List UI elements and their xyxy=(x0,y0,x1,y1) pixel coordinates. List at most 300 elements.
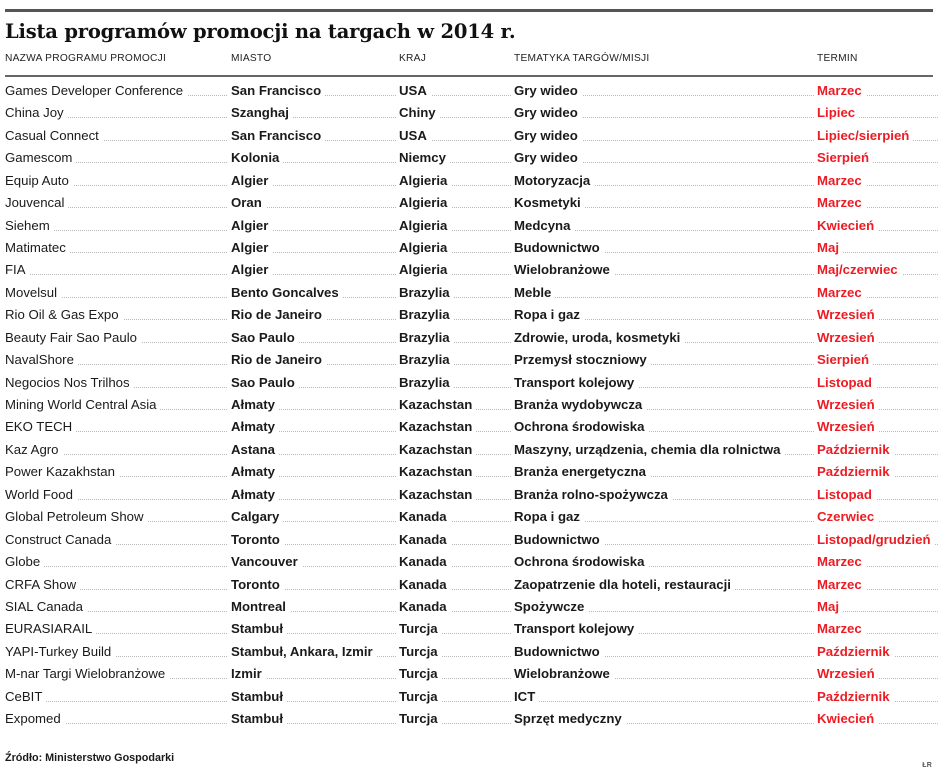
cell-city-text: Oran xyxy=(231,195,266,210)
cell-topic-text: Ropa i gaz xyxy=(514,509,584,524)
cell-name-text: YAPI-Turkey Build xyxy=(5,644,115,659)
cell-name-text: EKO TECH xyxy=(5,419,76,434)
cell-city xyxy=(231,194,396,211)
cell-term xyxy=(817,688,938,705)
cell-country-text: USA xyxy=(399,128,431,143)
cell-name-text: Beauty Fair Sao Paulo xyxy=(5,330,141,345)
cell-term-text: Lipiec/sierpień xyxy=(817,128,913,143)
leader-dots xyxy=(5,274,227,275)
cell-topic xyxy=(514,688,814,705)
cell-term-text: Wrzesień xyxy=(817,666,879,681)
cell-topic xyxy=(514,194,814,211)
cell-topic xyxy=(514,441,814,458)
cell-term-text: Marzec xyxy=(817,195,866,210)
cell-country-text: Algieria xyxy=(399,173,451,188)
cell-country xyxy=(399,374,511,391)
cell-term xyxy=(817,710,938,727)
cell-term xyxy=(817,194,938,211)
cell-city-text: Ałmaty xyxy=(231,397,279,412)
cell-topic xyxy=(514,418,814,435)
cell-country xyxy=(399,239,511,256)
cell-city-text: Kolonia xyxy=(231,150,283,165)
cell-city xyxy=(231,329,396,346)
cell-topic-text: Ochrona środowiska xyxy=(514,554,648,569)
cell-city xyxy=(231,82,396,99)
cell-topic xyxy=(514,710,814,727)
cell-topic-text: Maszyny, urządzenia, chemia dla rolnictwa xyxy=(514,442,785,457)
cell-term-text: Kwiecień xyxy=(817,218,878,233)
cell-city-text: Calgary xyxy=(231,509,283,524)
cell-term-text: Październik xyxy=(817,689,894,704)
cell-city xyxy=(231,665,396,682)
cell-city xyxy=(231,620,396,637)
cell-city xyxy=(231,486,396,503)
leader-dots xyxy=(514,701,814,702)
cell-city xyxy=(231,239,396,256)
cell-name xyxy=(5,576,227,593)
cell-topic-text: Sprzęt medyczny xyxy=(514,711,626,726)
table-row xyxy=(5,239,933,261)
cell-topic xyxy=(514,598,814,615)
cell-city xyxy=(231,149,396,166)
cell-term-text: Marzec xyxy=(817,577,866,592)
table-row xyxy=(5,127,933,149)
cell-country xyxy=(399,82,511,99)
cell-name xyxy=(5,172,227,189)
table-row xyxy=(5,486,933,508)
cell-topic xyxy=(514,486,814,503)
cell-city-text: Stambuł xyxy=(231,711,287,726)
table-row xyxy=(5,284,933,306)
cell-name-text: Siehem xyxy=(5,218,54,233)
cell-term xyxy=(817,149,938,166)
cell-term-text: Maj xyxy=(817,240,843,255)
cell-topic xyxy=(514,306,814,323)
cell-city xyxy=(231,508,396,525)
cell-city xyxy=(231,306,396,323)
cell-country-text: Algieria xyxy=(399,195,451,210)
cell-name xyxy=(5,486,227,503)
table-row xyxy=(5,329,933,351)
cell-name xyxy=(5,329,227,346)
cell-country xyxy=(399,104,511,121)
cell-country-text: Algieria xyxy=(399,240,451,255)
cell-term-text: Wrzesień xyxy=(817,419,879,434)
cell-topic xyxy=(514,261,814,278)
cell-term-text: Wrzesień xyxy=(817,397,879,412)
cell-term xyxy=(817,239,938,256)
cell-country-text: Algieria xyxy=(399,262,451,277)
cell-topic-text: Przemysł stoczniowy xyxy=(514,352,651,367)
cell-name xyxy=(5,261,227,278)
cell-city xyxy=(231,172,396,189)
cell-term-text: Październik xyxy=(817,644,894,659)
cell-country xyxy=(399,172,511,189)
cell-name xyxy=(5,104,227,121)
column-header-topic: TEMATYKA TARGÓW/MISJI xyxy=(514,53,650,65)
cell-country-text: Kazachstan xyxy=(399,442,476,457)
cell-topic-text: Zdrowie, uroda, kosmetyki xyxy=(514,330,684,345)
table-row xyxy=(5,576,933,598)
cell-city-text: Toronto xyxy=(231,532,284,547)
cell-country-text: USA xyxy=(399,83,431,98)
cell-topic-text: Ochrona środowiska xyxy=(514,419,648,434)
cell-name xyxy=(5,643,227,660)
cell-name xyxy=(5,665,227,682)
cell-topic xyxy=(514,82,814,99)
column-header-city: MIASTO xyxy=(231,53,272,65)
cell-term-text: Marzec xyxy=(817,554,866,569)
cell-name-text: Kaz Agro xyxy=(5,442,63,457)
cell-city xyxy=(231,710,396,727)
cell-country-text: Kanada xyxy=(399,532,451,547)
table-row xyxy=(5,688,933,710)
cell-term xyxy=(817,643,938,660)
cell-name xyxy=(5,710,227,727)
cell-country xyxy=(399,486,511,503)
cell-topic xyxy=(514,127,814,144)
cell-country xyxy=(399,351,511,368)
cell-country-text: Brazylia xyxy=(399,330,454,345)
cell-city-text: Algier xyxy=(231,240,272,255)
cell-topic xyxy=(514,374,814,391)
cell-term xyxy=(817,284,938,301)
cell-country-text: Turcja xyxy=(399,689,442,704)
table-row xyxy=(5,374,933,396)
cell-topic-text: ICT xyxy=(514,689,539,704)
cell-term xyxy=(817,620,938,637)
cell-country-text: Kazachstan xyxy=(399,464,476,479)
author-credit: ŁR xyxy=(922,762,932,769)
cell-country xyxy=(399,396,511,413)
cell-name-text: Casual Connect xyxy=(5,128,103,143)
cell-topic xyxy=(514,508,814,525)
cell-name xyxy=(5,688,227,705)
cell-country xyxy=(399,688,511,705)
cell-city-text: Rio de Janeiro xyxy=(231,307,326,322)
cell-city xyxy=(231,261,396,278)
cell-country-text: Brazylia xyxy=(399,352,454,367)
cell-name-text: SIAL Canada xyxy=(5,599,87,614)
cell-topic xyxy=(514,643,814,660)
cell-topic xyxy=(514,396,814,413)
table-row xyxy=(5,261,933,283)
cell-topic-text: Motoryzacja xyxy=(514,173,594,188)
cell-name-text: Matimatec xyxy=(5,240,70,255)
cell-topic-text: Spożywcze xyxy=(514,599,588,614)
cell-name xyxy=(5,441,227,458)
cell-name xyxy=(5,306,227,323)
cell-country xyxy=(399,643,511,660)
cell-name-text: China Joy xyxy=(5,105,68,120)
table-row xyxy=(5,306,933,328)
cell-country-text: Turcja xyxy=(399,621,442,636)
cell-term xyxy=(817,486,938,503)
cell-topic xyxy=(514,665,814,682)
cell-name-text: Rio Oil & Gas Expo xyxy=(5,307,123,322)
table-row xyxy=(5,620,933,642)
cell-name xyxy=(5,463,227,480)
table-row xyxy=(5,463,933,485)
cell-term xyxy=(817,217,938,234)
cell-country xyxy=(399,284,511,301)
cell-country-text: Turcja xyxy=(399,644,442,659)
table-row xyxy=(5,172,933,194)
cell-name-text: Games Developer Conference xyxy=(5,83,187,98)
cell-topic-text: Budownictwo xyxy=(514,532,604,547)
cell-term-text: Maj/czerwiec xyxy=(817,262,902,277)
column-header-name: NAZWA PROGRAMU PROMOCJI xyxy=(5,53,167,65)
cell-term-text: Sierpień xyxy=(817,150,873,165)
cell-name xyxy=(5,553,227,570)
cell-city xyxy=(231,576,396,593)
cell-name xyxy=(5,284,227,301)
table-row xyxy=(5,441,933,463)
cell-name-text: Global Petroleum Show xyxy=(5,509,148,524)
cell-name-text: Gamescom xyxy=(5,150,76,165)
table-row xyxy=(5,665,933,687)
cell-city xyxy=(231,531,396,548)
table-row xyxy=(5,82,933,104)
cell-term xyxy=(817,531,938,548)
cell-name xyxy=(5,418,227,435)
cell-name-text: World Food xyxy=(5,487,77,502)
cell-name xyxy=(5,239,227,256)
cell-topic xyxy=(514,104,814,121)
table-row xyxy=(5,194,933,216)
cell-city-text: Vancouver xyxy=(231,554,302,569)
cell-city xyxy=(231,463,396,480)
cell-term-text: Listopad/grudzień xyxy=(817,532,935,547)
table-row xyxy=(5,149,933,171)
cell-name-text: EURASIARAIL xyxy=(5,621,96,636)
cell-name-text: Construct Canada xyxy=(5,532,115,547)
cell-name xyxy=(5,598,227,615)
table-row xyxy=(5,351,933,373)
cell-term-text: Listopad xyxy=(817,375,876,390)
cell-city xyxy=(231,284,396,301)
cell-term xyxy=(817,576,938,593)
cell-country-text: Kanada xyxy=(399,554,451,569)
cell-name xyxy=(5,149,227,166)
cell-country xyxy=(399,553,511,570)
cell-name-text: Expomed xyxy=(5,711,65,726)
cell-term xyxy=(817,82,938,99)
cell-city-text: Sao Paulo xyxy=(231,375,299,390)
leader-dots xyxy=(514,297,814,298)
page-title: Lista programów promocji na targach w 2014 r. xyxy=(5,20,516,43)
cell-country xyxy=(399,463,511,480)
cell-country-text: Kanada xyxy=(399,599,451,614)
cell-term xyxy=(817,441,938,458)
cell-term-text: Maj xyxy=(817,599,843,614)
cell-topic-text: Gry wideo xyxy=(514,150,582,165)
cell-term xyxy=(817,127,938,144)
cell-term xyxy=(817,104,938,121)
cell-name xyxy=(5,194,227,211)
cell-term xyxy=(817,306,938,323)
cell-term xyxy=(817,418,938,435)
cell-term-text: Czerwiec xyxy=(817,509,878,524)
cell-country xyxy=(399,710,511,727)
cell-term-text: Wrzesień xyxy=(817,330,879,345)
top-divider xyxy=(5,9,933,12)
table-row xyxy=(5,396,933,418)
cell-city-text: Rio de Janeiro xyxy=(231,352,326,367)
cell-city-text: Ałmaty xyxy=(231,419,279,434)
cell-country xyxy=(399,620,511,637)
cell-name xyxy=(5,217,227,234)
cell-term xyxy=(817,665,938,682)
cell-term-text: Lipiec xyxy=(817,105,859,120)
cell-city-text: Ałmaty xyxy=(231,464,279,479)
cell-city-text: San Francisco xyxy=(231,83,325,98)
cell-city xyxy=(231,598,396,615)
cell-term-text: Marzec xyxy=(817,83,866,98)
cell-topic xyxy=(514,576,814,593)
cell-country-text: Chiny xyxy=(399,105,440,120)
cell-city-text: Algier xyxy=(231,173,272,188)
cell-country xyxy=(399,149,511,166)
cell-name-text: Jouvencal xyxy=(5,195,68,210)
cell-country xyxy=(399,418,511,435)
cell-name-text: Power Kazakhstan xyxy=(5,464,119,479)
cell-city-text: Toronto xyxy=(231,577,284,592)
cell-country-text: Brazylia xyxy=(399,375,454,390)
table-row xyxy=(5,217,933,239)
cell-topic-text: Wielobranżowe xyxy=(514,262,614,277)
cell-country xyxy=(399,194,511,211)
cell-topic xyxy=(514,531,814,548)
cell-term xyxy=(817,553,938,570)
table-row xyxy=(5,418,933,440)
cell-city-text: Montreal xyxy=(231,599,290,614)
cell-name-text: Globe xyxy=(5,554,44,569)
cell-term-text: Październik xyxy=(817,442,894,457)
cell-topic-text: Wielobranżowe xyxy=(514,666,614,681)
table-body xyxy=(5,82,933,733)
cell-city xyxy=(231,643,396,660)
cell-name-text: FIA xyxy=(5,262,30,277)
cell-topic xyxy=(514,463,814,480)
cell-country-text: Brazylia xyxy=(399,307,454,322)
cell-term-text: Październik xyxy=(817,464,894,479)
cell-city-text: Stambuł, Ankara, Izmir xyxy=(231,644,377,659)
cell-topic-text: Zaopatrzenie dla hoteli, restauracji xyxy=(514,577,735,592)
table-row xyxy=(5,508,933,530)
cell-city-text: San Francisco xyxy=(231,128,325,143)
cell-country-text: Kanada xyxy=(399,577,451,592)
cell-topic xyxy=(514,351,814,368)
cell-name xyxy=(5,374,227,391)
cell-country-text: Kazachstan xyxy=(399,419,476,434)
cell-city xyxy=(231,127,396,144)
cell-city xyxy=(231,351,396,368)
cell-city-text: Stambuł xyxy=(231,689,287,704)
cell-city-text: Astana xyxy=(231,442,279,457)
cell-topic-text: Branża wydobywcza xyxy=(514,397,646,412)
cell-term-text: Marzec xyxy=(817,621,866,636)
cell-city-text: Sao Paulo xyxy=(231,330,299,345)
cell-country xyxy=(399,306,511,323)
cell-topic xyxy=(514,149,814,166)
cell-term xyxy=(817,261,938,278)
cell-country xyxy=(399,127,511,144)
cell-country-text: Niemcy xyxy=(399,150,450,165)
cell-country xyxy=(399,531,511,548)
cell-country-text: Kanada xyxy=(399,509,451,524)
cell-topic-text: Budownictwo xyxy=(514,240,604,255)
table-row xyxy=(5,710,933,732)
cell-country xyxy=(399,508,511,525)
cell-topic-text: Gry wideo xyxy=(514,105,582,120)
cell-country-text: Algieria xyxy=(399,218,451,233)
cell-country-text: Kazachstan xyxy=(399,397,476,412)
header-divider xyxy=(5,75,933,77)
cell-topic-text: Branża rolno-spożywcza xyxy=(514,487,672,502)
cell-country xyxy=(399,217,511,234)
column-header-country: KRAJ xyxy=(399,53,427,65)
cell-term xyxy=(817,172,938,189)
cell-name-text: CRFA Show xyxy=(5,577,80,592)
cell-city xyxy=(231,418,396,435)
cell-topic-text: Gry wideo xyxy=(514,128,582,143)
cell-topic-text: Transport kolejowy xyxy=(514,375,638,390)
cell-city xyxy=(231,441,396,458)
cell-country-text: Turcja xyxy=(399,711,442,726)
cell-name-text: Mining World Central Asia xyxy=(5,397,160,412)
cell-topic-text: Branża energetyczna xyxy=(514,464,650,479)
cell-name-text: M-nar Targi Wielobranżowe xyxy=(5,666,169,681)
cell-topic-text: Medcyna xyxy=(514,218,574,233)
cell-country-text: Brazylia xyxy=(399,285,454,300)
cell-term xyxy=(817,374,938,391)
cell-term xyxy=(817,463,938,480)
column-header-term: TERMIN xyxy=(817,53,858,65)
cell-name xyxy=(5,531,227,548)
cell-country xyxy=(399,261,511,278)
cell-topic-text: Transport kolejowy xyxy=(514,621,638,636)
cell-name xyxy=(5,620,227,637)
cell-topic-text: Ropa i gaz xyxy=(514,307,584,322)
cell-country xyxy=(399,665,511,682)
source-note: Źródło: Ministerstwo Gospodarki xyxy=(5,752,175,764)
cell-term-text: Marzec xyxy=(817,285,866,300)
cell-city-text: Algier xyxy=(231,218,272,233)
cell-country xyxy=(399,441,511,458)
cell-topic xyxy=(514,172,814,189)
cell-city xyxy=(231,374,396,391)
cell-term xyxy=(817,351,938,368)
cell-topic-text: Budownictwo xyxy=(514,644,604,659)
cell-topic-text: Gry wideo xyxy=(514,83,582,98)
cell-topic xyxy=(514,329,814,346)
cell-city-text: Ałmaty xyxy=(231,487,279,502)
cell-name-text: Equip Auto xyxy=(5,173,73,188)
cell-name xyxy=(5,508,227,525)
cell-term xyxy=(817,396,938,413)
cell-term xyxy=(817,508,938,525)
cell-city-text: Stambuł xyxy=(231,621,287,636)
table-row xyxy=(5,643,933,665)
cell-term-text: Kwiecień xyxy=(817,711,878,726)
cell-topic-text: Kosmetyki xyxy=(514,195,585,210)
cell-name xyxy=(5,396,227,413)
cell-name-text: CeBIT xyxy=(5,689,46,704)
cell-country-text: Turcja xyxy=(399,666,442,681)
cell-topic xyxy=(514,284,814,301)
cell-name-text: NavalShore xyxy=(5,352,78,367)
